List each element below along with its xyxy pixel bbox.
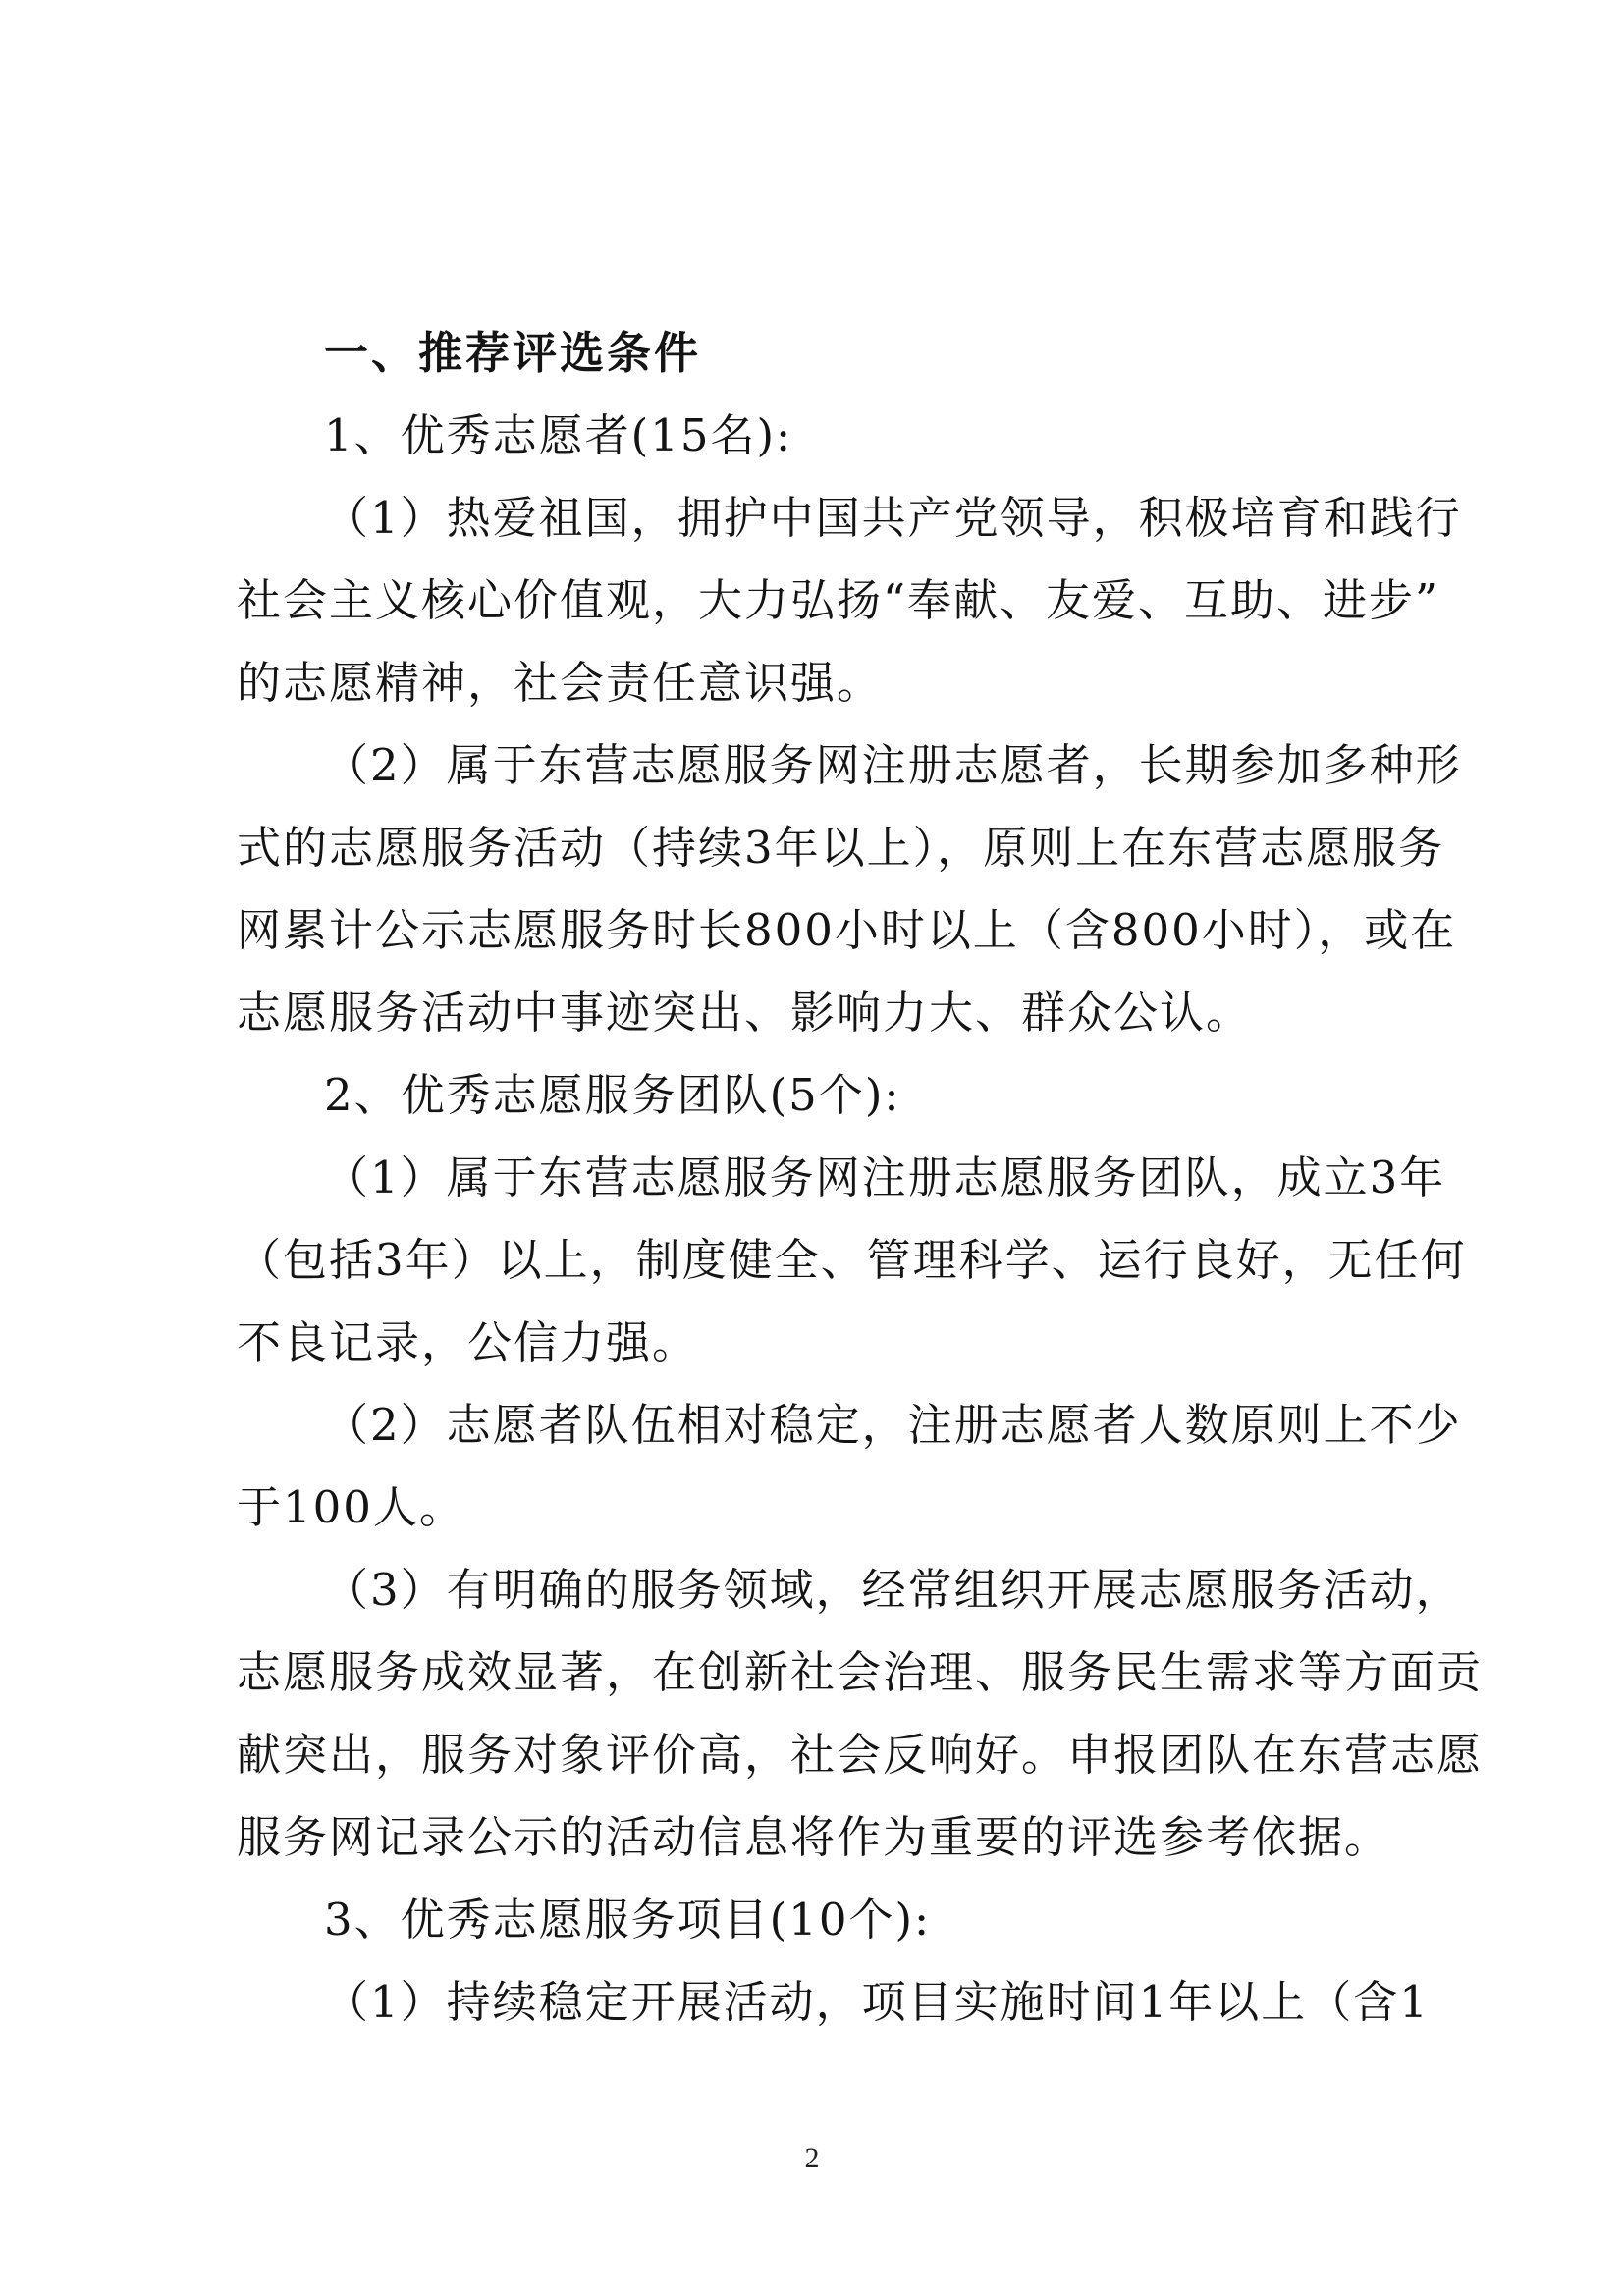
paragraph-line: 不良记录，公信力强。 — [237, 1316, 699, 1368]
paragraph-line: （1）热爱祖国，拥护中国共产党领导，积极培育和践行 — [324, 492, 1462, 544]
paragraph-line: 志愿服务成效显著，在创新社会治理、服务民生需求等方面贡 — [237, 1646, 1484, 1698]
paragraph-line: （1）属于东营志愿服务网注册志愿服务团队，成立3年 — [324, 1151, 1446, 1203]
paragraph-line: （2）属于东营志愿服务网注册志愿者，长期参加多种形 — [324, 739, 1462, 791]
paragraph-line: 的志愿精神，社会责任意识强。 — [237, 657, 884, 709]
paragraph-line: 于100人。 — [237, 1481, 465, 1533]
paragraph-line: （2）志愿者队伍相对稳定，注册志愿者人数原则上不少 — [324, 1399, 1462, 1451]
item-3-title: 3、优秀志愿服务项目(10个): — [324, 1894, 932, 1946]
paragraph-line: 献突出，服务对象评价高，社会反响好。申报团队在东营志愿 — [237, 1729, 1484, 1781]
page-number: 2 — [804, 2142, 820, 2174]
paragraph-line: （包括3年）以上，制度健全、管理科学、运行良好，无任何 — [237, 1234, 1467, 1286]
paragraph-line: 服务网记录公示的活动信息将作为重要的评选参考依据。 — [237, 1811, 1391, 1863]
paragraph-line: 社会主义核心价值观，大力弘扬“奉献、友爱、互助、进步” — [237, 574, 1440, 626]
paragraph-line: （1）持续稳定开展活动，项目实施时间1年以上（含1 — [324, 1976, 1430, 2028]
paragraph-line: 式的志愿服务活动（持续3年以上），原则上在东营志愿服务 — [237, 822, 1445, 874]
paragraph-line: 网累计公示志愿服务时长800小时以上（含800小时），或在 — [237, 904, 1457, 956]
item-2-title: 2、优秀志愿服务团队(5个): — [324, 1069, 901, 1121]
item-1-title: 1、优秀志愿者(15名): — [324, 409, 793, 461]
paragraph-line: 志愿服务活动中事迹突出、影响力大、群众公认。 — [237, 987, 1253, 1039]
paragraph-line: （3）有明确的服务领域，经常组织开展志愿服务活动， — [324, 1564, 1462, 1616]
section-heading: 一、推荐评选条件 — [324, 327, 702, 379]
